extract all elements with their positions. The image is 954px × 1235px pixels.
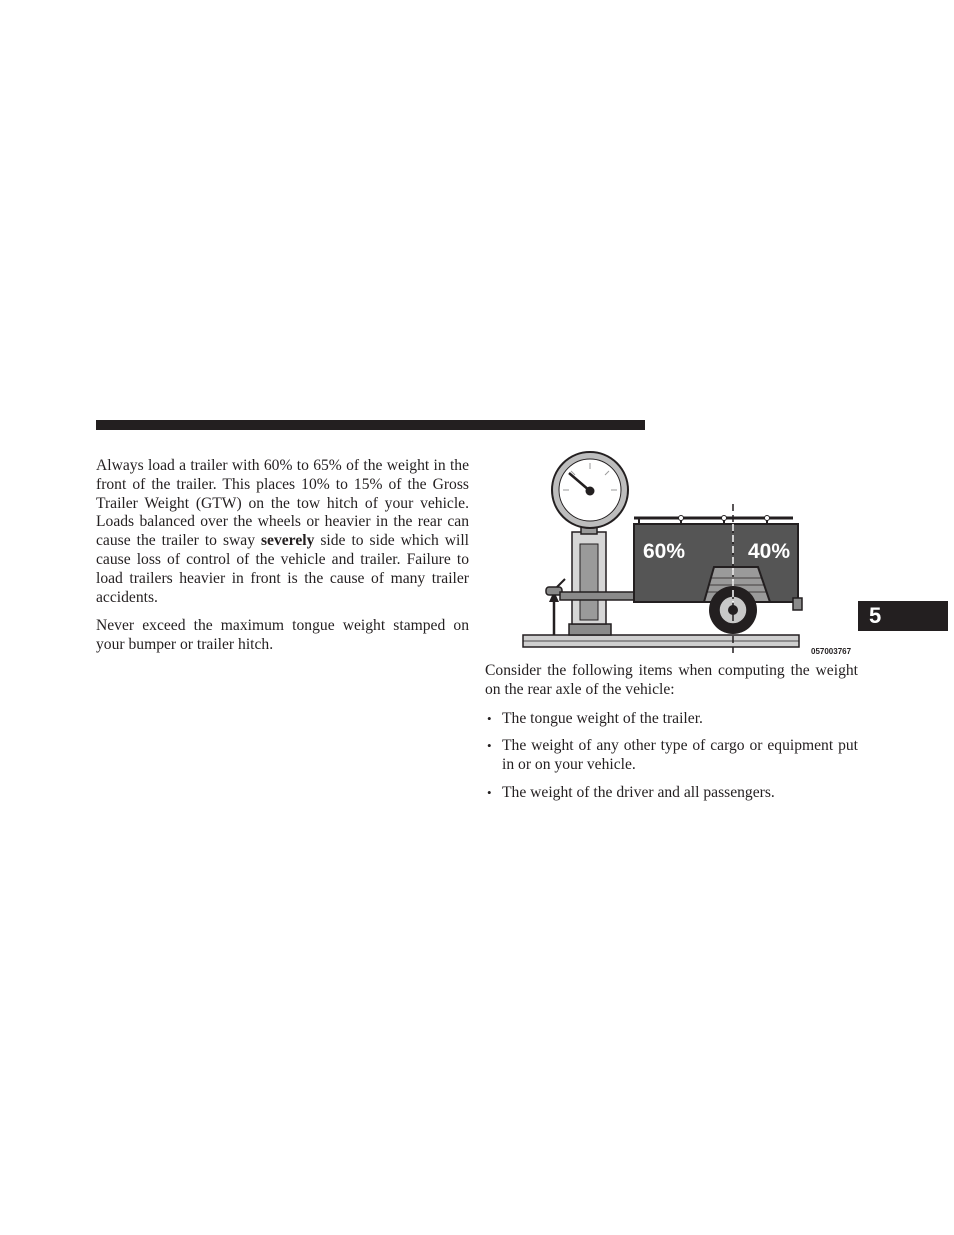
rear-axle-items-list bbox=[485, 710, 858, 803]
front-weight-label: 60% bbox=[643, 540, 686, 563]
left-column bbox=[96, 457, 469, 665]
tongue-weight-paragraph: Never exceed the maximum tongue weight stamped on your bumper or trailer hitch. bbox=[96, 617, 469, 654]
rear-weight-label: 40% bbox=[748, 540, 791, 563]
figure-code: 057003767 bbox=[811, 647, 852, 656]
trailer-weight-svg bbox=[521, 448, 861, 660]
scale-base bbox=[569, 624, 611, 635]
list-item: • The tongue weight of the trailer. bbox=[487, 709, 703, 727]
trailer-weight-illustration bbox=[521, 448, 861, 660]
rear-axle-intro: Consider the following items when computing the weight on the rear axle of the vehicle: bbox=[485, 662, 858, 698]
section-top-rule bbox=[96, 420, 645, 430]
list-item: • The weight of the driver and all passengers. bbox=[487, 783, 775, 801]
bullet-icon: • bbox=[487, 738, 492, 754]
trailer-tongue bbox=[560, 592, 634, 600]
right-column bbox=[485, 662, 858, 812]
trailer-load-paragraph: Always load a trailer with 60% to 65% of the weight in the front of the trailer. This places 10% to 15% of the Gross Trailer Weight (GTW) on the tow hitch of your vehicle. Loads balanced over the wheels or heavier in the rear can cause the trailer to sway severely side to side which will cause loss of control of the vehicle and trailer. Failure to load trailers heavier in front is the cause of many trailer accidents. bbox=[96, 457, 469, 606]
bullet-icon: • bbox=[487, 784, 492, 800]
bullet-icon: • bbox=[487, 710, 492, 726]
list-item: • The weight of any other type of cargo or equipment put in or on your vehicle. bbox=[487, 737, 858, 774]
chapter-tab: 5 bbox=[858, 601, 948, 631]
emphasis-severely: severely bbox=[260, 532, 315, 550]
